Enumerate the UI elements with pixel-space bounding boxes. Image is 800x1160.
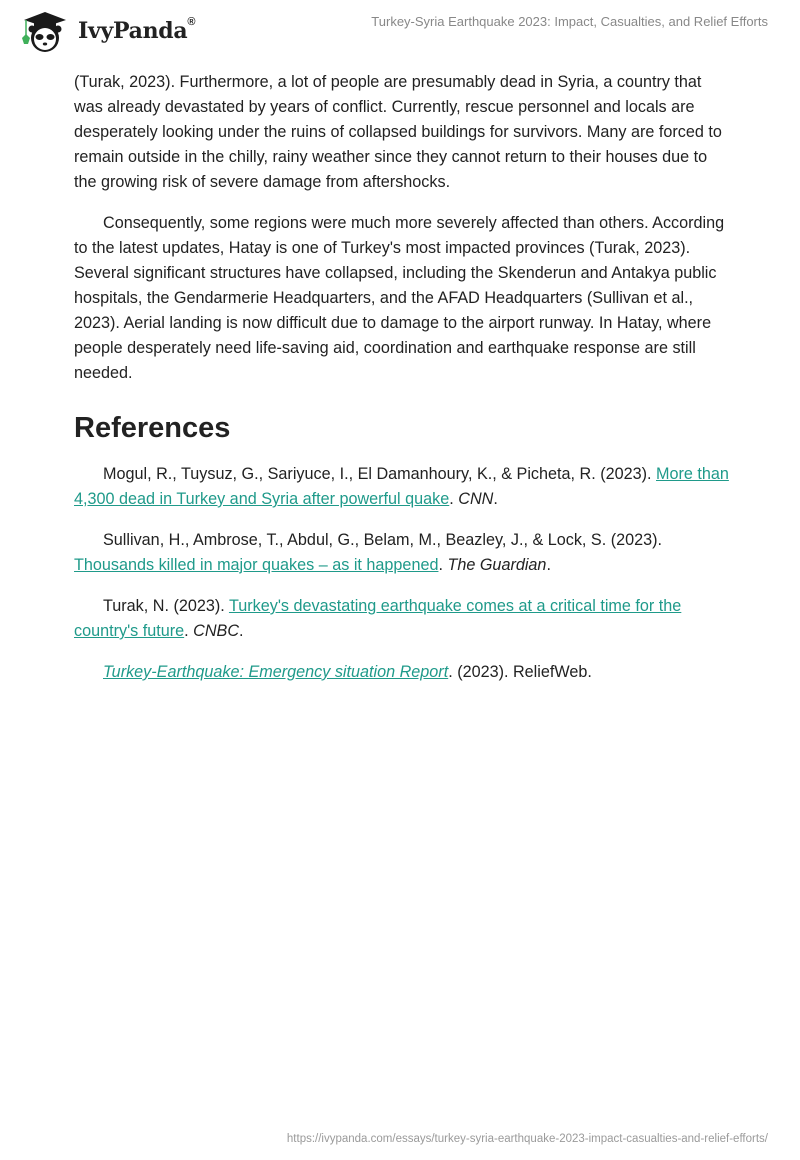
essay-content xyxy=(74,70,734,701)
logo-text: IvyPanda® xyxy=(78,16,196,44)
reference-item: Turkey-Earthquake: Emergency situation Report. (2023). ReliefWeb. xyxy=(103,663,592,681)
panda-graduate-icon xyxy=(16,8,74,54)
reference-link[interactable]: Thousands killed in major quakes – as it happened xyxy=(74,556,439,574)
body-paragraph: Consequently, some regions were much more severely affected than others. According to the latest updates, Hatay is one of Turkey's most impacted provinces (Turak, 2023). Several significant structures have collapsed, including the Skenderun and Antakya public hospitals, the Gendarmerie Headquarters, and the AFAD Headquarters (Sullivan et al., 2023). Aerial landing is now difficult due to damage to the airport runway. In Hatay, where people desperately need life-saving aid, coordination and earthquake response are still needed. xyxy=(74,214,725,382)
source-url: https://ivypanda.com/essays/turkey-syria-earthquake-2023-impact-casualties-and-relief-efforts/ xyxy=(286,1133,768,1145)
reference-link[interactable]: Turkey-Earthquake: Emergency situation Report xyxy=(103,663,449,681)
body-paragraph: (Turak, 2023). Furthermore, a lot of people are presumably dead in Syria, a country that was already devastated by years of conflict. Currently, rescue personnel and locals are desperately looking under the ruins of collapsed buildings for survivors. Many are forced to remain outside in the chilly, rainy weather since they cannot return to their houses due to the growing risk of severe damage from aftershocks. xyxy=(74,73,722,191)
reference-item: Mogul, R., Tuysuz, G., Sariyuce, I., El Damanhoury, K., & Picheta, R. (2023). More than 4,300 dead in Turkey and Syria after powerful quake. CNN. xyxy=(74,465,729,508)
reference-link[interactable]: Turkey's devastating earthquake comes at a critical time for the country's future xyxy=(74,597,682,640)
reference-item: Turak, N. (2023). Turkey's devastating earthquake comes at a critical time for the country's future. CNBC. xyxy=(74,597,682,640)
reference-source: CNBC xyxy=(193,622,240,640)
document-title: Turkey-Syria Earthquake 2023: Impact, Casualties, and Relief Efforts xyxy=(371,14,768,29)
page-header xyxy=(0,0,800,60)
ivypanda-logo[interactable] xyxy=(16,8,195,54)
reference-item: Sullivan, H., Ambrose, T., Abdul, G., Belam, M., Beazley, J., & Lock, S. (2023). Thousands killed in major quakes – as it happened. The Guardian. xyxy=(74,531,663,574)
reference-source: CNN xyxy=(458,490,494,508)
reference-source: The Guardian xyxy=(447,556,547,574)
references-heading: References xyxy=(74,412,231,444)
reference-link[interactable]: More than 4,300 dead in Turkey and Syria after powerful quake xyxy=(74,465,729,508)
